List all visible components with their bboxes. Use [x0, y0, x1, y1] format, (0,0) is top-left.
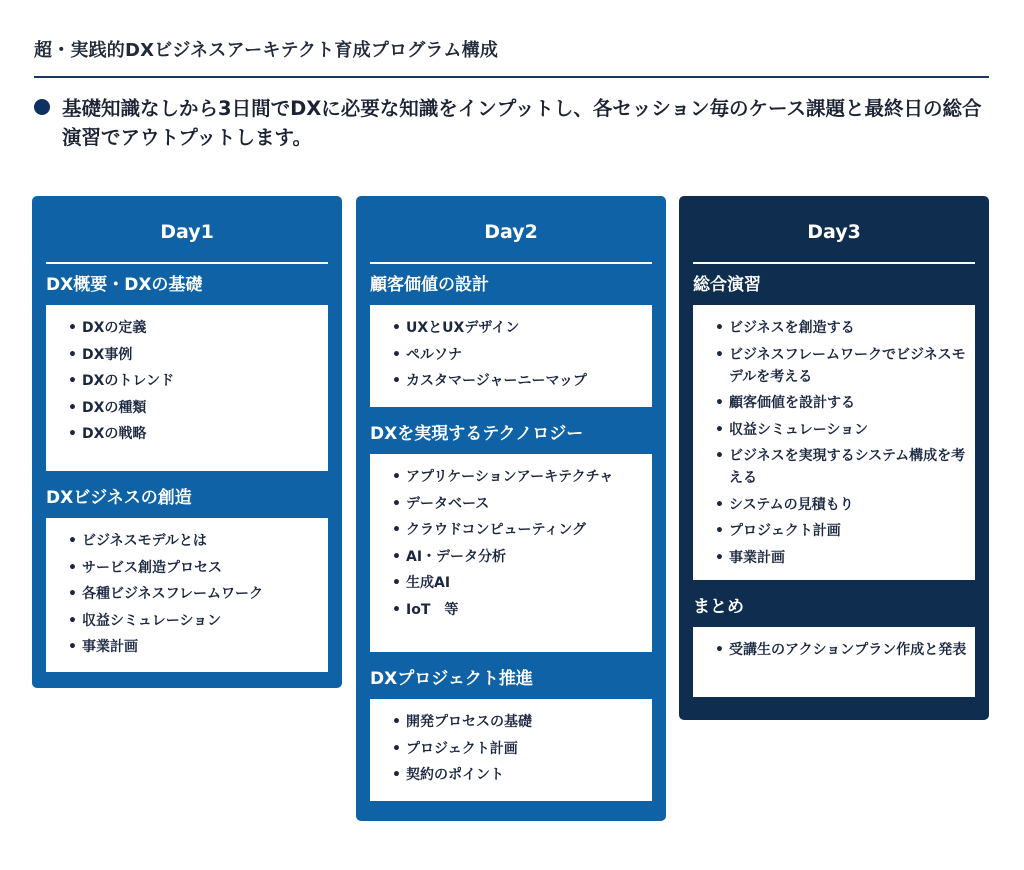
day2-section-box — [370, 305, 652, 407]
list-item: • クラウドコンピューティング — [390, 519, 642, 541]
list-item: • DXのトレンド — [66, 370, 318, 392]
day2-section-title: 顧客価値の設計 — [370, 275, 489, 295]
day3-section-title: まとめ — [693, 597, 744, 617]
day1-section-box — [46, 518, 328, 672]
day3-header: Day3 — [693, 196, 975, 264]
day3-section-box — [693, 305, 975, 580]
list-item: • 事業計画 — [713, 547, 965, 569]
day2-section-box — [370, 699, 652, 801]
list-item: • 契約のポイント — [390, 764, 642, 786]
day3-section-box — [693, 627, 975, 697]
day1-header: Day1 — [46, 196, 328, 264]
list-item: • サービス創造プロセス — [66, 557, 318, 579]
list-item: • ビジネスモデルとは — [66, 530, 318, 552]
list-item: • DXの種類 — [66, 397, 318, 419]
list-item: • UXとUXデザイン — [390, 317, 642, 339]
day2-header: Day2 — [370, 196, 652, 264]
list-item: • 開発プロセスの基礎 — [390, 711, 642, 733]
list-item: • ビジネスフレームワークでビジネスモデルを考える — [713, 344, 969, 388]
list-item: • カスタマージャーニーマップ — [390, 370, 642, 392]
day3-section-title: 総合演習 — [693, 275, 761, 295]
bullet-circle-icon — [34, 99, 50, 115]
day1-section-title: DXビジネスの創造 — [46, 488, 192, 508]
list-item: • プロジェクト計画 — [390, 738, 642, 760]
day3-column — [679, 196, 989, 720]
list-item: • DX事例 — [66, 344, 318, 366]
list-item: • DXの定義 — [66, 317, 318, 339]
title-divider — [34, 76, 989, 78]
list-item: • ビジネスを創造する — [713, 317, 965, 339]
day1-section-box — [46, 305, 328, 471]
list-item: • 受講生のアクションプラン作成と発表 — [713, 639, 969, 661]
list-item: • 顧客価値を設計する — [713, 392, 965, 414]
list-item: • 事業計画 — [66, 636, 318, 658]
day2-section-title: DXを実現するテクノロジー — [370, 424, 584, 444]
day1-column — [32, 196, 342, 688]
list-item: • プロジェクト計画 — [713, 520, 965, 542]
list-item: • IoT 等 — [390, 599, 642, 621]
list-item: • 生成AI — [390, 572, 642, 594]
list-item: • アプリケーションアーキテクチャ — [390, 466, 616, 488]
list-item: • 各種ビジネスフレームワーク — [66, 583, 318, 605]
lead-paragraph — [34, 94, 994, 152]
day2-column — [356, 196, 666, 821]
list-item: • ビジネスを実現するシステム構成を考える — [713, 445, 969, 489]
list-item: • システムの見積もり — [713, 494, 965, 516]
lead-text: 基礎知識なしから3日間でDXに必要な知識をインプットし、各セッション毎のケース課題と最終日の総合演習でアウトプットします。 — [62, 97, 982, 149]
page-title: 超・実践的DXビジネスアーキテクト育成プログラム構成 — [34, 40, 499, 61]
list-item: • 収益シミュレーション — [66, 610, 318, 632]
list-item: • DXの戦略 — [66, 423, 318, 445]
list-item: • データベース — [390, 493, 642, 515]
day1-section-title: DX概要・DXの基礎 — [46, 275, 203, 295]
list-item: • 収益シミュレーション — [713, 419, 965, 441]
day2-section-box — [370, 454, 652, 652]
day2-section-title: DXプロジェクト推進 — [370, 669, 533, 689]
list-item: • AI・データ分析 — [390, 546, 642, 568]
list-item: • ペルソナ — [390, 344, 642, 366]
